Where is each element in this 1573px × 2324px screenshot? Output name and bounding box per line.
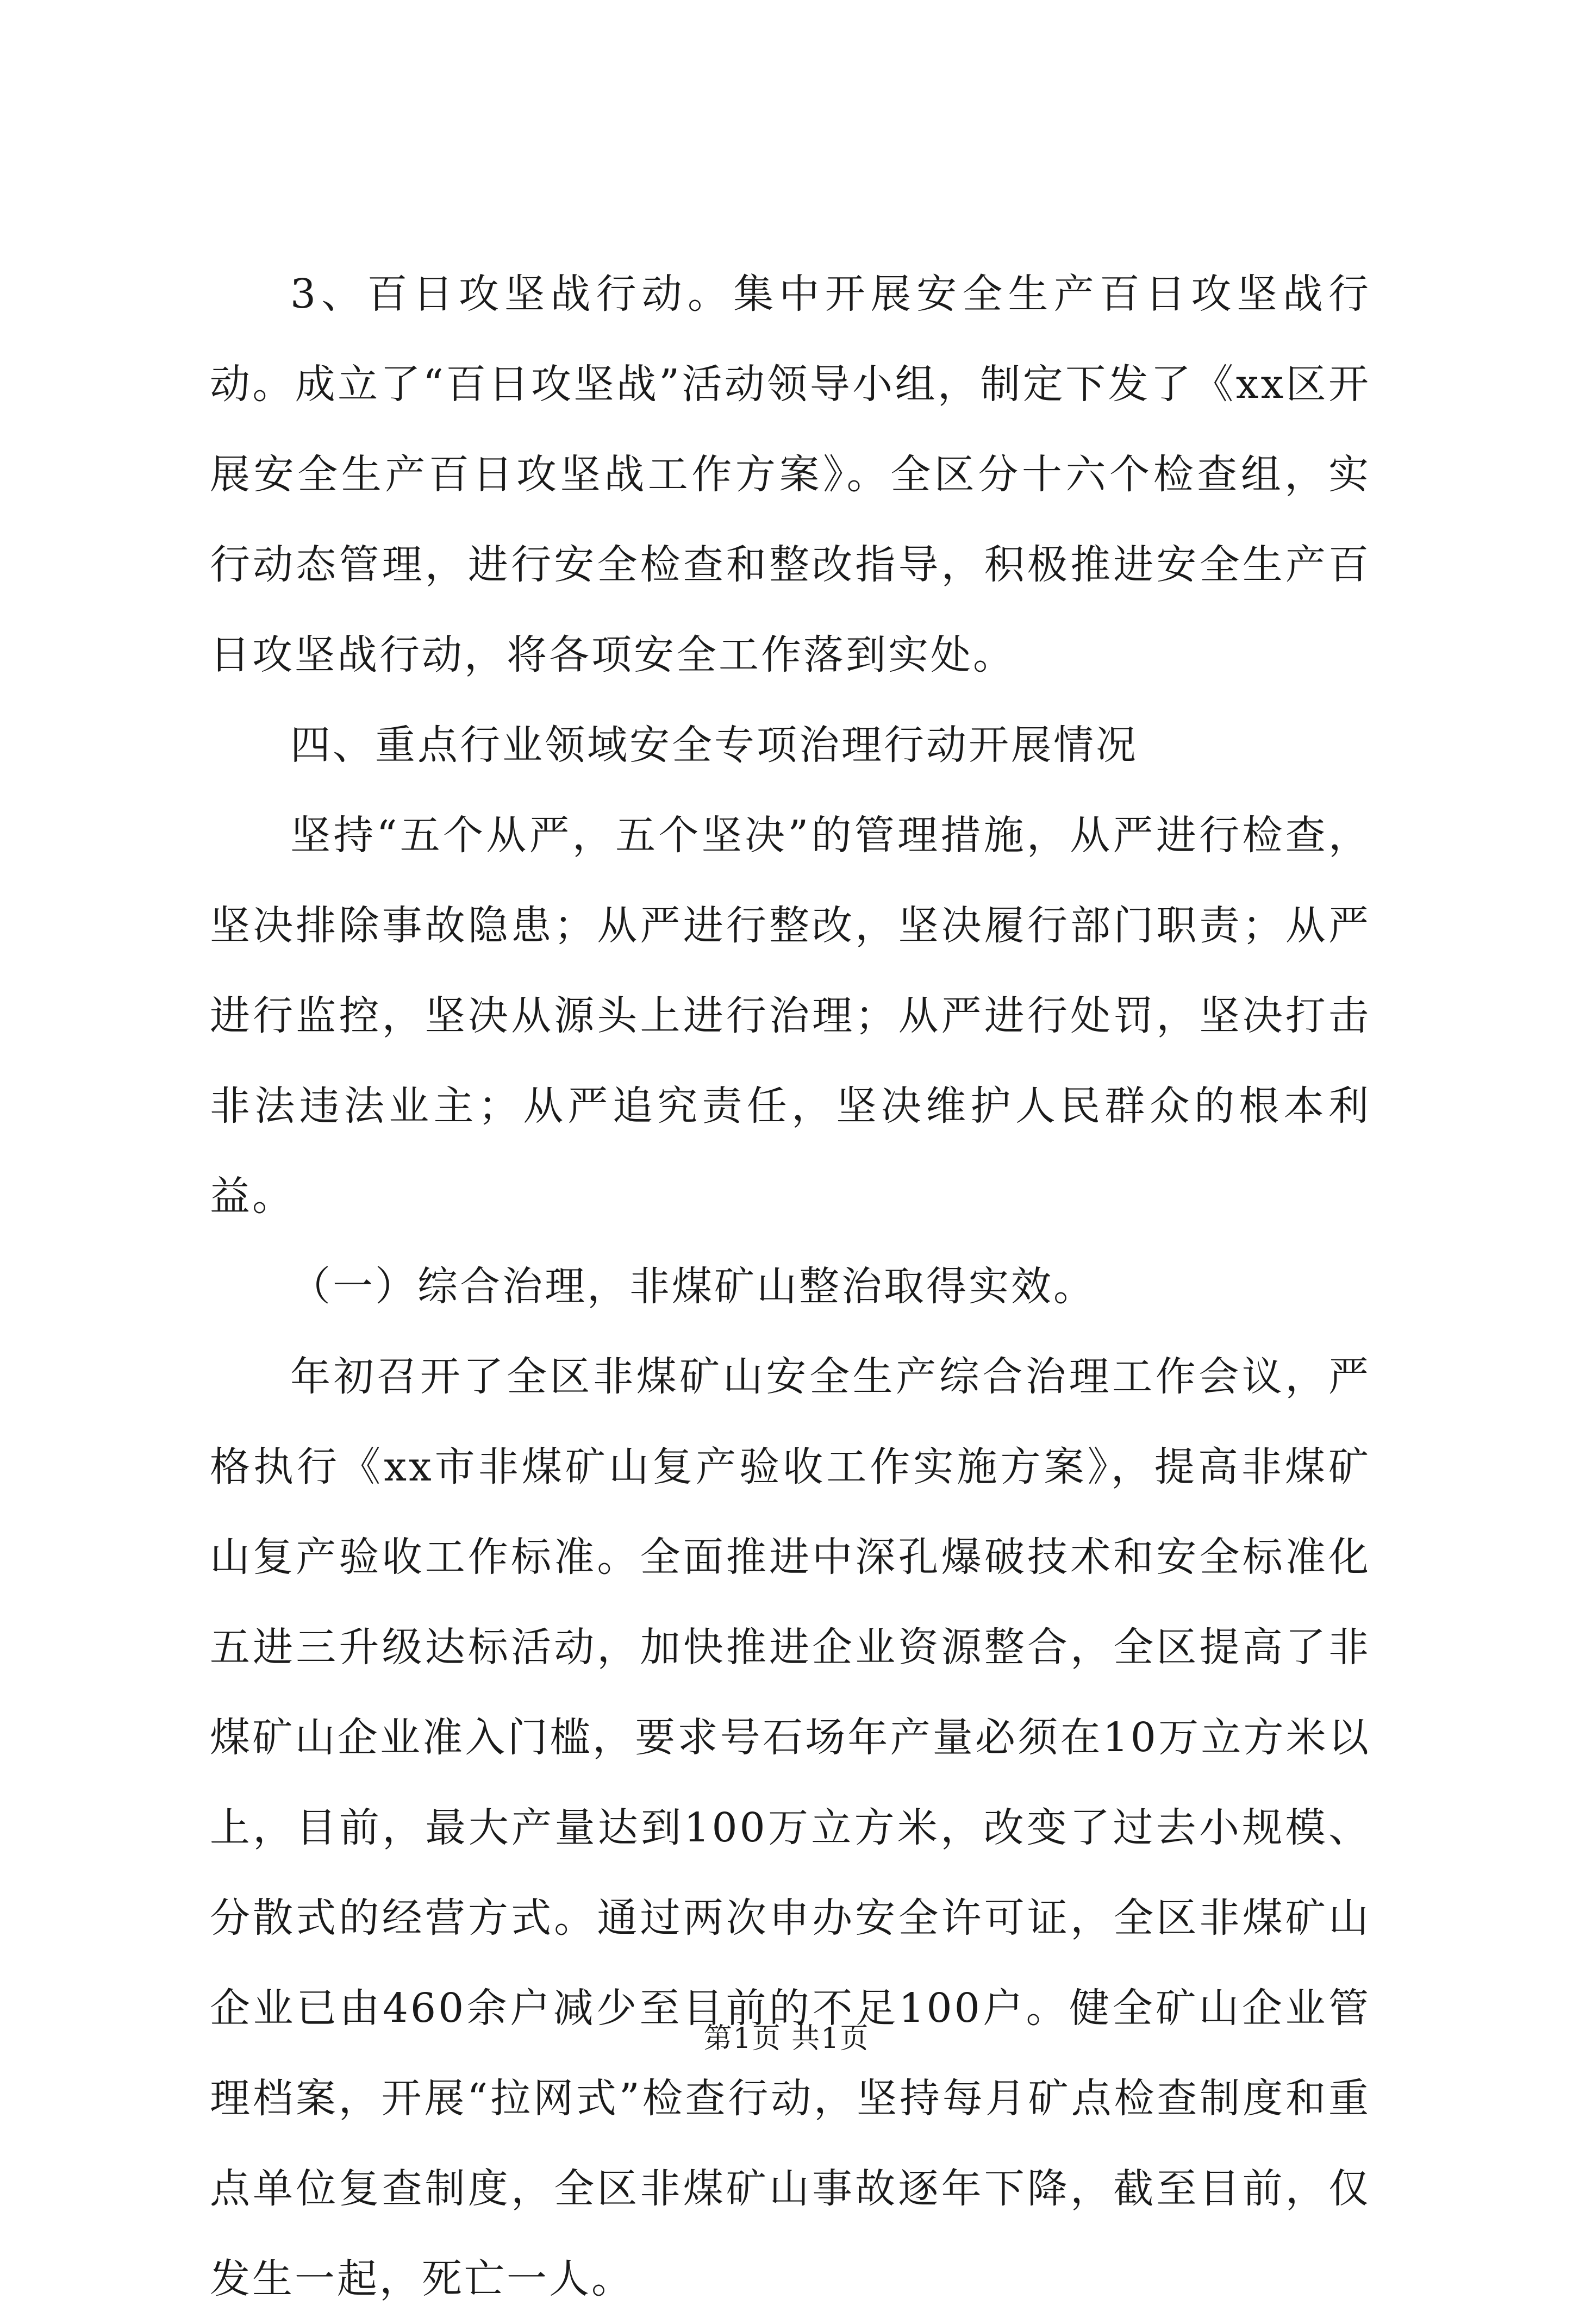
section-heading-four: 四、重点行业领域安全专项治理行动开展情况 [290, 722, 1138, 769]
document-body [210, 249, 1371, 2324]
subsection-heading-one: （一）综合治理，非煤矿山整治取得实效。 [290, 1263, 1096, 1310]
paragraph-non-coal-mines: 年初召开了全区非煤矿山安全生产综合治理工作会议，严格执行《xx市非煤矿山复产验收工作实施方案》，提高非煤矿山复产验收工作标准。全面推进中深孔爆破技术和安全标准化五进三升级达标活动，加快推进企业资源整合，全区提高了非煤矿山企业准入门槛，要求号石场年产量必须在10万立方米以上，目前，最大产量达到100万立方米，改变了过去小规模、分散式的经营方式。通过两次申办安全许可证，全区非煤矿山企业已由460余户减少至目前的不足100户。健全矿山企业管理档案，开展“拉网式”检查行动，坚持每月矿点检查制度和重点单位复查制度，全区非煤矿山事故逐年下降，截至目前，仅发生一起，死亡一人。 [210, 1353, 1371, 2302]
page-number-footer: 第1页 共1页 [703, 2022, 870, 2055]
paragraph-five-strict-measures: 坚持“五个从严，五个坚决”的管理措施，从严进行检查，坚决排除事故隐患；从严进行整改，坚决履行部门职责；从严进行监控，坚决从源头上进行治理；从严进行处罚，坚决打击非法违法业主；从严追究责任，坚决维护人民群众的根本利益。 [210, 812, 1371, 1220]
paragraph-hundred-day-campaign: 3、百日攻坚战行动。集中开展安全生产百日攻坚战行动。成立了“百日攻坚战”活动领导小组，制定下发了《xx区开展安全生产百日攻坚战工作方案》。全区分十六个检查组，实行动态管理，进行安全检查和整改指导，积极推进安全生产百日攻坚战行动，将各项安全工作落到实处。 [210, 271, 1371, 678]
